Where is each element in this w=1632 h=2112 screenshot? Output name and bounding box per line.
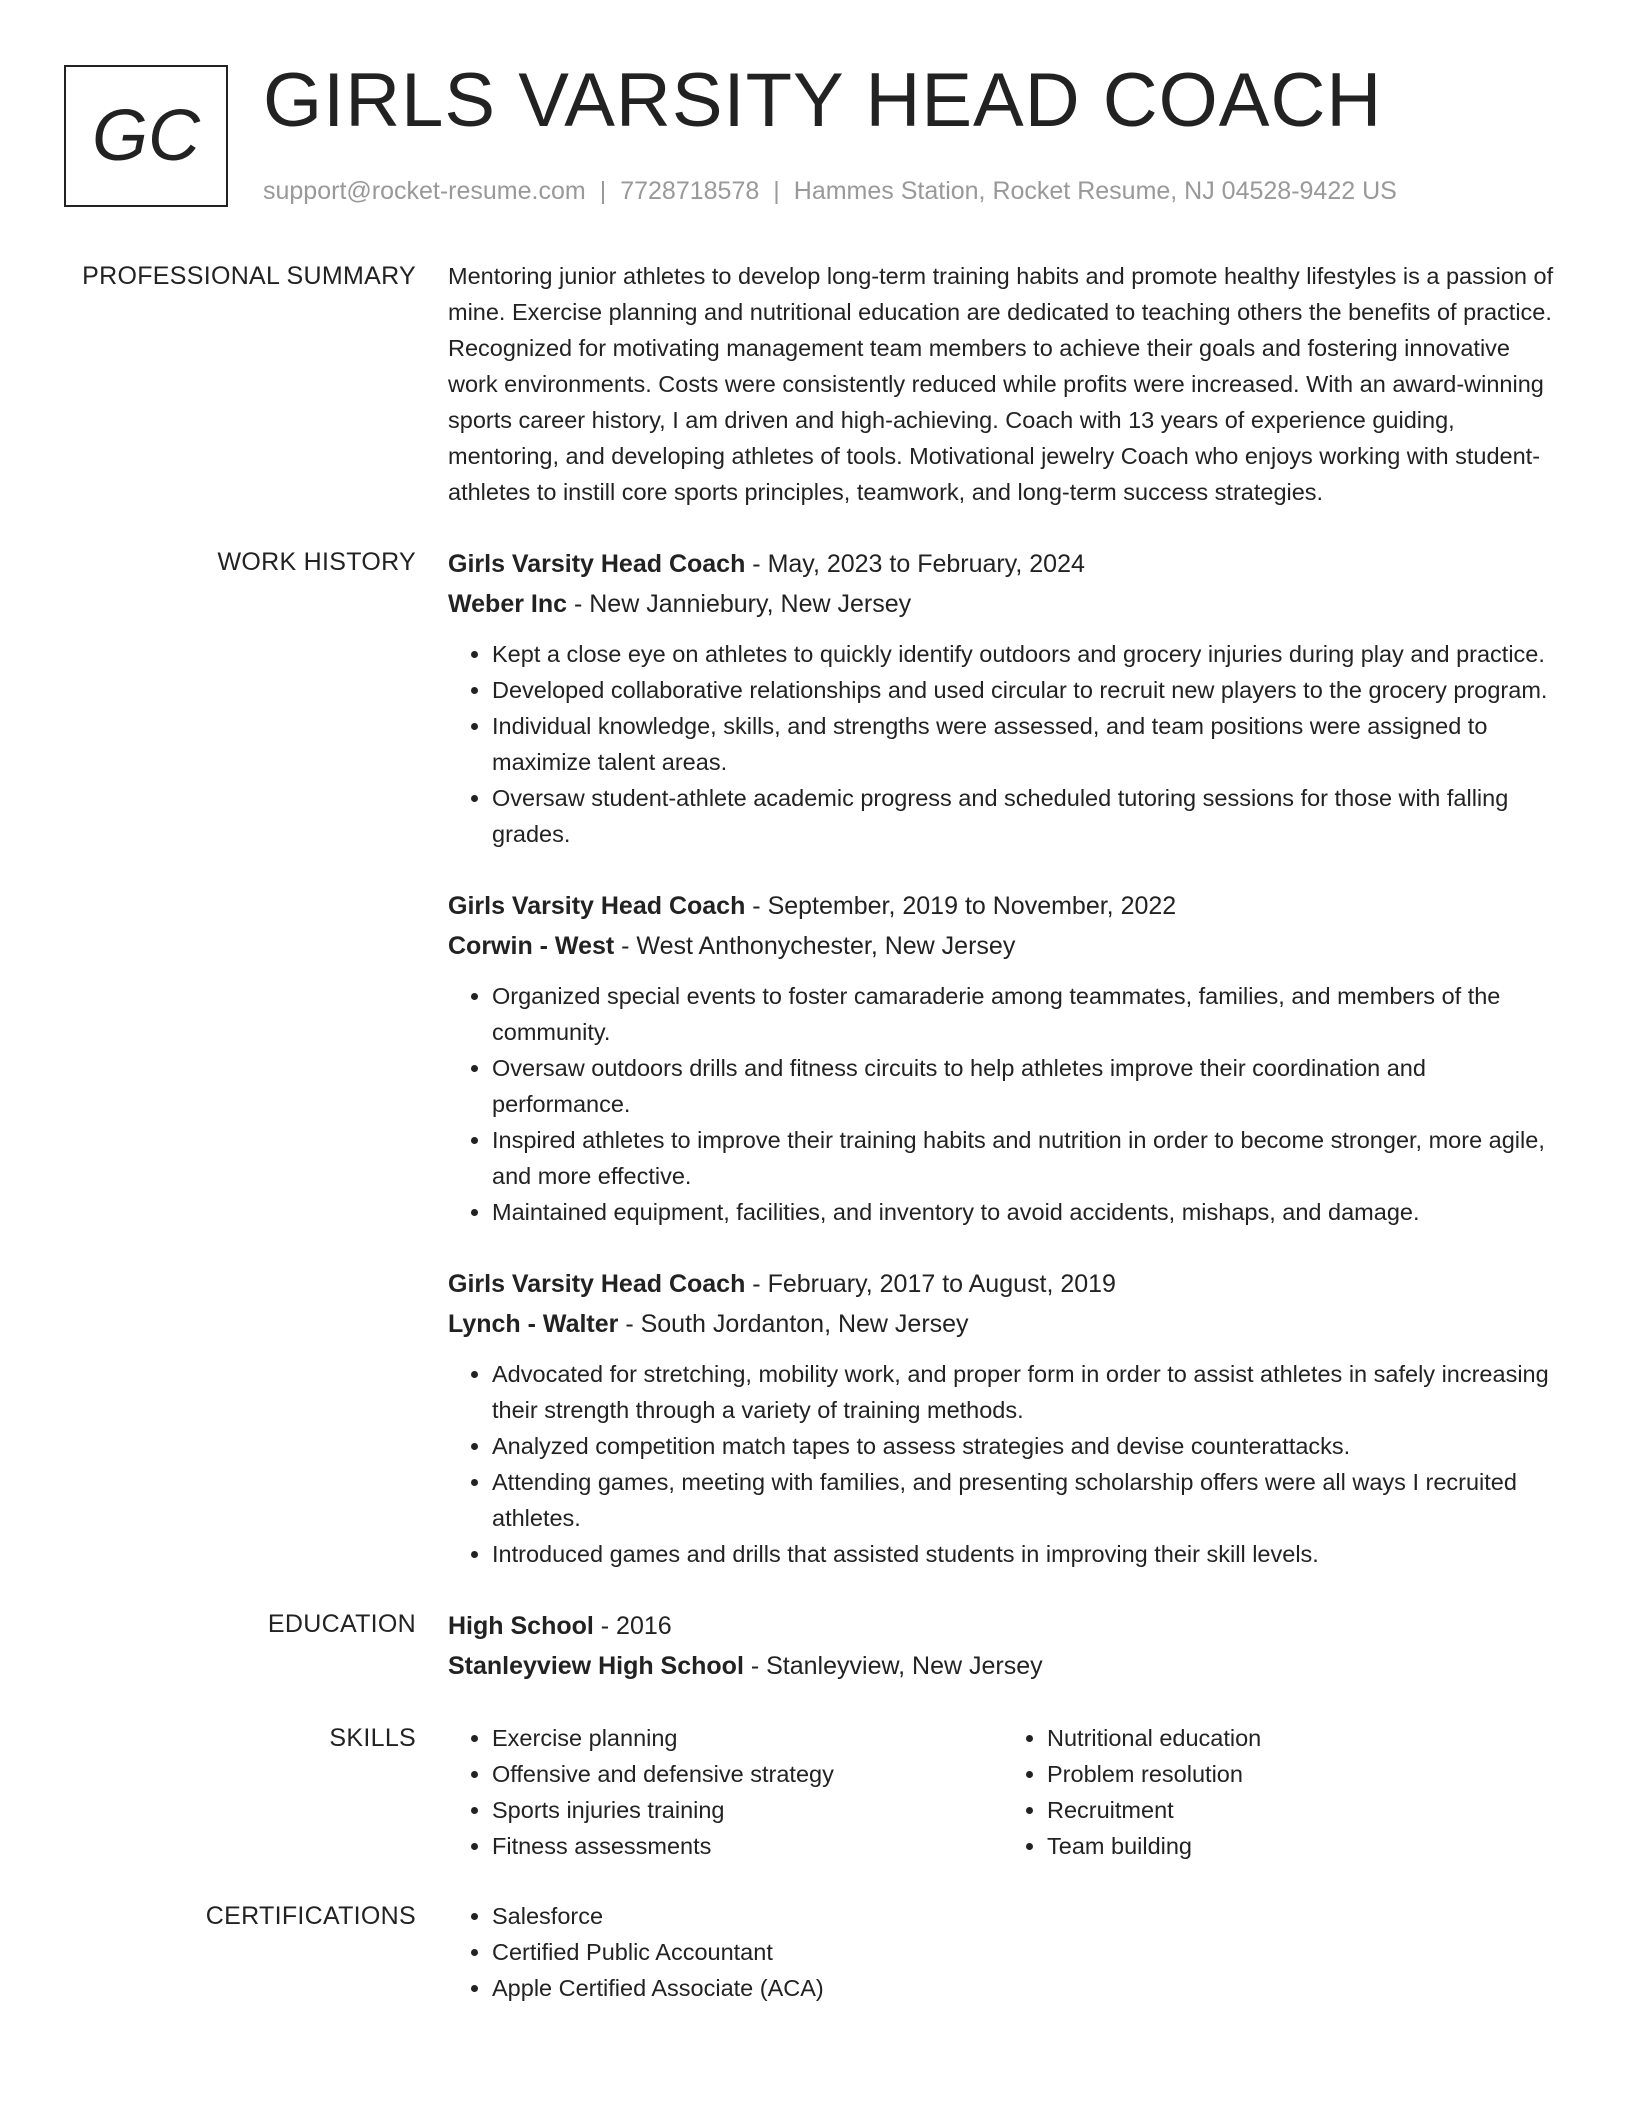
certification-item: • Salesforce [492,1898,1558,1934]
education-degree-line [448,1606,1558,1646]
skill-item: • Nutritional education [1047,1720,1558,1756]
job-location: - New Janniebury, New Jersey [567,590,912,618]
section-body [448,1720,1558,1864]
job-bullet: • Oversaw student-athlete academic progress and scheduled tutoring sessions for those with falling grades. [492,780,1558,852]
job-company: Corwin - West [448,932,615,960]
job-bullet: • Attending games, meeting with families, and presenting scholarship offers were all ways I recruited athletes. [492,1464,1558,1536]
job-bullet: • Maintained equipment, facilities, and inventory to avoid accidents, mishaps, and damage. [492,1194,1558,1230]
section-label: PROFESSIONAL SUMMARY [82,262,416,290]
job-company-line [448,926,1558,966]
certifications-list [448,1898,1558,2006]
job-title: Girls Varsity Head Coach [448,1270,746,1298]
job-dates: - September, 2019 to November, 2022 [745,892,1177,920]
education-degree: High School [448,1612,594,1640]
contact-email: support@rocket-resume.com [263,177,586,205]
job-bullets [448,636,1558,852]
resume-content [0,258,1632,2040]
section-label: EDUCATION [267,1610,416,1638]
job-dates: - May, 2023 to February, 2024 [745,550,1085,578]
job-title: Girls Varsity Head Coach [448,550,746,578]
job-location: - South Jordanton, New Jersey [618,1310,969,1338]
job-title-line [448,1264,1558,1304]
skill-item: • Fitness assessments [492,1828,1003,1864]
education-section [0,1606,1632,1686]
summary-text: Mentoring junior athletes to develop long-term training habits and promote healthy lifestyles is a passion of mine. Exercise planning and nutritional education are dedicated to teaching others the benefits of practice. Recognized for motivating management team members to achieve their goals and fostering innovative work environments. Costs were consistently reduced while profits were increased. With an award-winning sports career history, I am driven and high-achieving. Coach with 13 years of experience guiding, mentoring, and developing athletes of tools. Motivational jewelry Coach who enjoys working with student-athletes to instill core sports principles, teamwork, and long-term success strategies. [448,263,1554,505]
job-bullet: • Analyzed competition match tapes to assess strategies and devise counterattacks. [492,1428,1558,1464]
contact-address: Hammes Station, Rocket Resume, NJ 04528-9422 US [793,177,1397,205]
job-location: - West Anthonychester, New Jersey [614,932,1016,960]
section-label: SKILLS [329,1724,416,1752]
section-label: CERTIFICATIONS [205,1902,416,1930]
job-bullet: • Inspired athletes to improve their training habits and nutrition in order to become stronger, more agile, and more effective. [492,1122,1558,1194]
job-dates: - February, 2017 to August, 2019 [745,1270,1116,1298]
job-bullets [448,1356,1558,1572]
work-history-section [0,544,1632,1572]
contact-line [263,174,1397,208]
education-school: Stanleyview High School [448,1652,744,1680]
job-company-line [448,1304,1558,1344]
job-entry [448,1264,1558,1572]
skill-item: • Team building [1047,1828,1558,1864]
section-body [448,1606,1558,1686]
certifications-section [0,1898,1632,2006]
skill-item: • Recruitment [1047,1792,1558,1828]
job-title: Girls Varsity Head Coach [448,892,746,920]
job-entry [448,886,1558,1230]
contact-separator: | [599,177,607,205]
section-body [448,258,1558,510]
skill-item: • Sports injuries training [492,1792,1003,1828]
job-company-line [448,584,1558,624]
monogram-box [64,65,228,207]
education-year: - 2016 [593,1612,672,1640]
job-bullet: • Individual knowledge, skills, and strengths were assessed, and team positions were assigned to maximize talent areas. [492,708,1558,780]
page-title: GIRLS VARSITY HEAD COACH [263,58,1383,143]
summary-section [0,258,1632,510]
education-school-line [448,1646,1558,1686]
skill-item: • Exercise planning [492,1720,1003,1756]
contact-separator: | [773,177,780,205]
education-location: - Stanleyview, New Jersey [743,1652,1043,1680]
certification-item: • Certified Public Accountant [492,1934,1558,1970]
skills-list-right [1003,1720,1558,1864]
job-company: Weber Inc [448,590,568,618]
job-bullet: • Developed collaborative relationships and used circular to recruit new players to the grocery program. [492,672,1558,708]
job-entry [448,544,1558,852]
monogram-initials: GC [92,96,200,176]
contact-phone: 7728718578 [620,177,760,205]
job-bullet: • Kept a close eye on athletes to quickly identify outdoors and grocery injuries during play and practice. [492,636,1558,672]
certification-item: • Apple Certified Associate (ACA) [492,1970,1558,2006]
skills-list-left [448,1720,1003,1864]
job-bullet: • Organized special events to foster camaraderie among teammates, families, and members of the community. [492,978,1558,1050]
job-bullet: • Advocated for stretching, mobility work, and proper form in order to assist athletes in safely increasing their strength through a variety of training methods. [492,1356,1558,1428]
skill-item: • Problem resolution [1047,1756,1558,1792]
job-bullet: • Introduced games and drills that assisted students in improving their skill levels. [492,1536,1558,1572]
skill-item: • Offensive and defensive strategy [492,1756,1003,1792]
job-company: Lynch - Walter [448,1310,619,1338]
section-body [448,544,1558,1572]
job-title-line [448,886,1558,926]
section-body [448,1898,1558,2006]
skills-section [0,1720,1632,1864]
job-bullet: • Oversaw outdoors drills and fitness circuits to help athletes improve their coordination and performance. [492,1050,1558,1122]
job-bullets [448,978,1558,1230]
job-title-line [448,544,1558,584]
section-label: WORK HISTORY [217,548,416,576]
